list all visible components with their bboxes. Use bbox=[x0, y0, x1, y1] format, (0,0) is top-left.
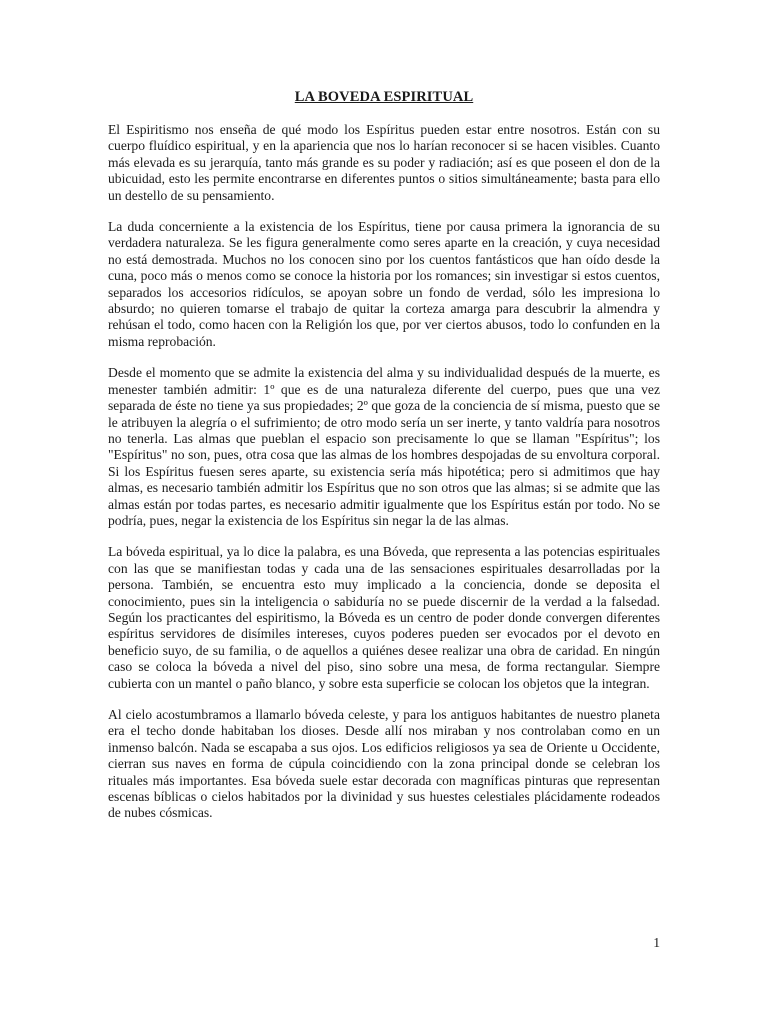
document-body bbox=[108, 122, 660, 837]
paragraph: Desde el momento que se admite la existencia del alma y su individualidad después de la muerte, es menester también admitir: 1º que es de una naturaleza diferente del cuerpo, pues que una vez separada de éste no tiene ya sus propiedades; 2º que goza de la conciencia de sí misma, puesto que se le atribuyen la alegría o el sufrimiento; de otro modo sería un ser inerte, y tanto valdría para nosotros no tenerla. Las almas que pueblan el espacio son precisamente lo que se llaman "Espíritus"; los "Espíritus" no son, pues, otra cosa que las almas de los hombres despojadas de su envoltura corporal. Si los Espíritus fuesen seres aparte, su existencia sería más hipotética; pero si admitimos que hay almas, es necesario también admitir los Espíritus que no son otros que las almas; si se admite que las almas están por todas partes, es necesario admitir igualmente que los Espíritus están por todo. No se podría, pues, negar la existencia de los Espíritus sin negar la de las almas. bbox=[108, 365, 660, 528]
paragraph: La duda concerniente a la existencia de los Espíritus, tiene por causa primera la ignorancia de su verdadera naturaleza. Se les figura generalmente como seres aparte en la creación, y cuya necesidad no está demostrada. Muchos no los conocen sino por los cuentos fantásticos que han oído desde la cuna, poco más o menos como se conoce la historia por los romances; sin investigar si estos cuentos, separados los accesorios ridículos, se apoyan sobre un fondo de verdad, sólo les impresiona lo absurdo; no quieren tomarse el trabajo de quitar la corteza amarga para descubrir la almendra y rehúsan el todo, como hacen con la Religión los que, por ver ciertos abusos, todo lo confunden en la misma reprobación. bbox=[108, 219, 660, 349]
page-number: 1 bbox=[653, 935, 660, 950]
document-title: LA BOVEDA ESPIRITUAL bbox=[294, 89, 474, 105]
paragraph: La bóveda espiritual, ya lo dice la palabra, es una Bóveda, que representa a las potencias espirituales con las que se manifiestan todas y cada una de las sensaciones espirituales desarrolladas por la persona. También, se encuentra esto muy implicado a la conciencia, donde se deposita el conocimiento, pues sin la inteligencia o sabiduría no se puede discernir de la verdad a la falsedad. Según los practicantes del espiritismo, la Bóveda es un centro de poder donde convergen diferentes espíritus servidores de disímiles intereses, cuyos poderes pueden ser evocados por el devoto en beneficio suyo, de su familia, o de aquellos a quiénes desee realizar una obra de caridad. En ningún caso se coloca la bóveda a nivel del piso, sino sobre una mesa, de forma rectangular. Siempre cubierta con un mantel o paño blanco, y sobre esta superficie se colocan los objetos que la integran. bbox=[108, 544, 660, 691]
paragraph: El Espiritismo nos enseña de qué modo los Espíritus pueden estar entre nosotros. Están con su cuerpo fluídico espiritual, y en la apariencia que nos lo harían reconocer si se hacen visibles. Cuanto más elevada es su jerarquía, tanto más grande es su poder y radiación; así es que poseen el don de la ubicuidad, esto les permite encontrarse en diferentes puntos o sitios simultáneamente; basta para ello un destello de su pensamiento. bbox=[108, 122, 660, 203]
paragraph: Al cielo acostumbramos a llamarlo bóveda celeste, y para los antiguos habitantes de nuestro planeta era el techo donde habitaban los dioses. Desde allí nos miraban y nos controlaban como en un inmenso balcón. Nada se escapaba a sus ojos. Los edificios religiosos ya sea de Oriente u Occidente, cierran sus naves en forma de cúpula coincidiendo con la zona principal donde se celebran los rituales más importantes. Esa bóveda suele estar decorada con magníficas pinturas que representan escenas bíblicas o cielos habitados por la divinidad y sus huestes celestiales plácidamente rodeados de nubes cósmicas. bbox=[108, 707, 660, 821]
